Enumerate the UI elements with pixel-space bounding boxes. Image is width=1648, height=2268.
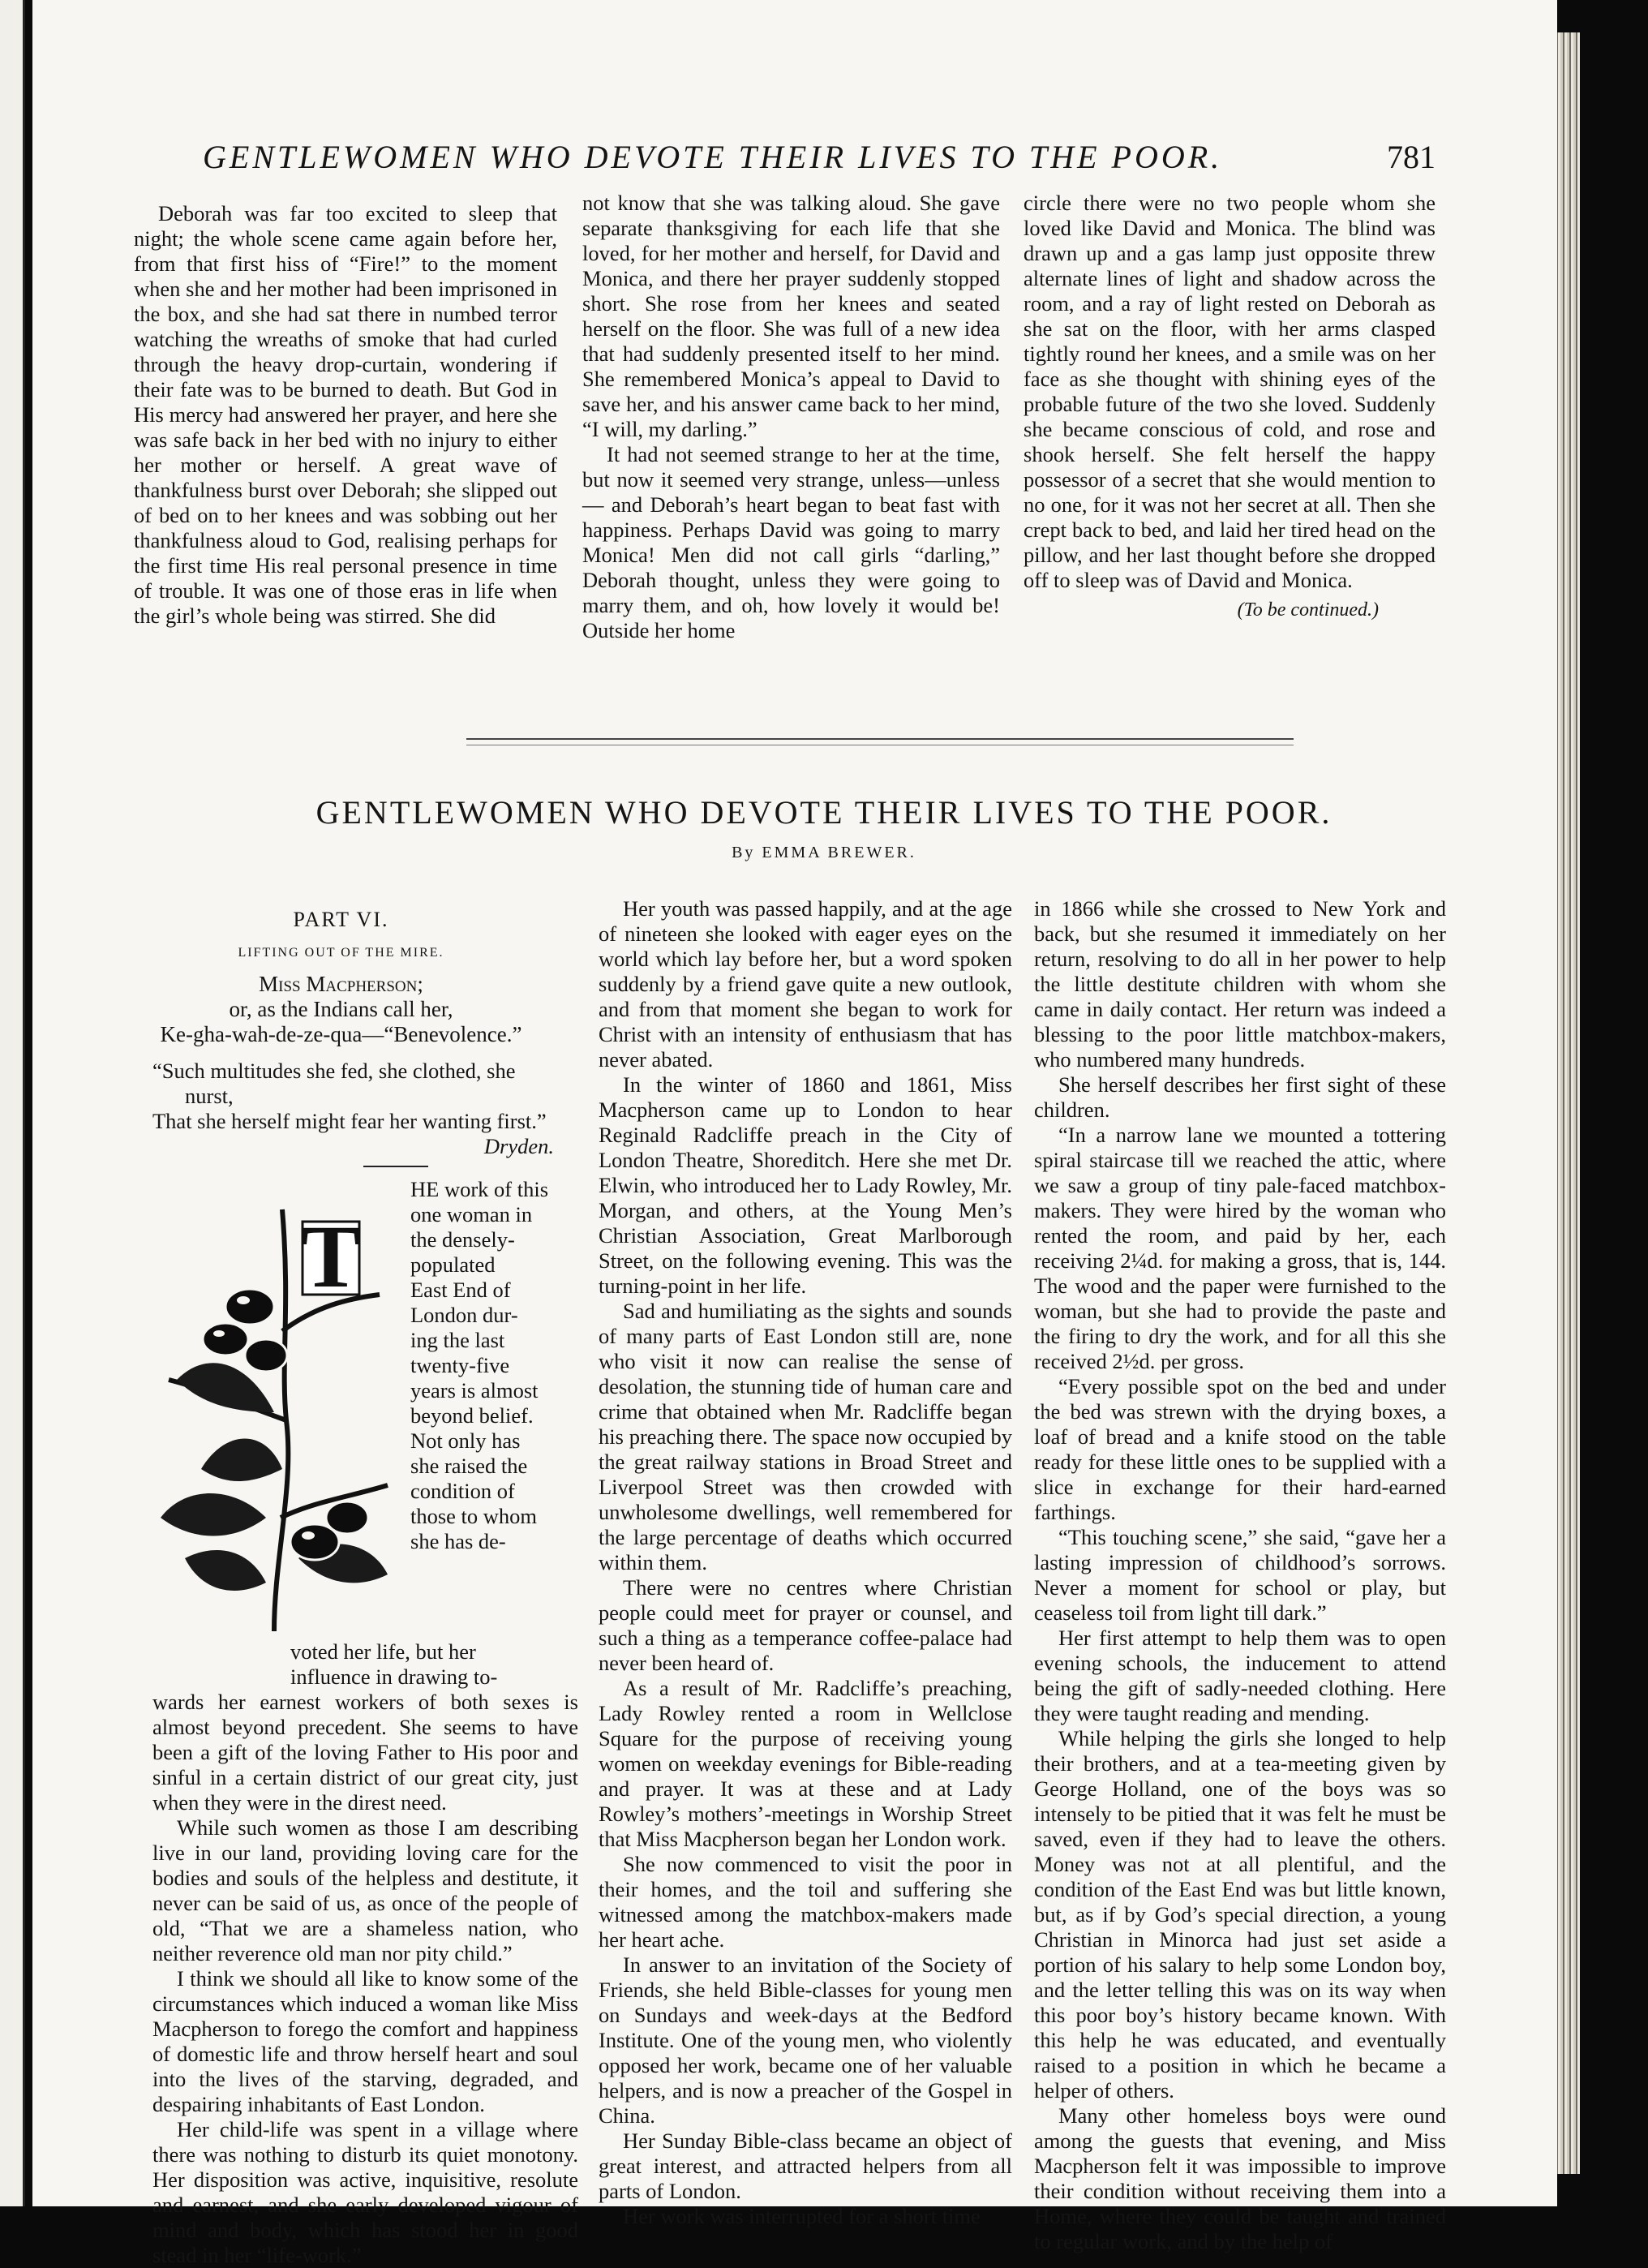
paragraph: In the winter of 1860 and 1861, Miss Macpherson came up to London to hear Reginald Radcliffe preach in the City of London Theatre, Shoreditch. Here she met Dr. Elwin, who introduced her to Lady Rowley, Mr. Morgan, and others, at the Young Men’s Christian Association, Great Marlborough Street, on the following evening. This was the turning-point in her life. <box>599 1072 1012 1298</box>
wrap-line: HE work of this <box>410 1177 549 1201</box>
epigraph-line: nurst, <box>185 1084 234 1108</box>
article-column-2 <box>599 896 1012 2229</box>
page-number: 781 <box>1387 139 1436 175</box>
top-column-3 <box>1024 191 1436 623</box>
wrap-line: influence in drawing to- <box>290 1664 498 1689</box>
wrap-line: London dur- <box>410 1303 518 1327</box>
olive-branch-illustration <box>152 1177 396 1639</box>
paragraph: It had not seemed strange to her at the time, but now it seemed very strange, unless—unless — and Deborah’s heart began to beat fast with happiness. Perhaps David was going to marry Monica! Men did not call girls “darling,” Deborah thought, unless they were going to marry them, and oh, how lovely it would be! Outside her home <box>582 442 1000 642</box>
paragraph: Her youth was passed happily, and at the age of nineteen she looked with eager eyes on the world which lay before her, but a word spoken suddenly by a friend gave quite a new outlook, and from that moment she began to work for Christ with an intensity of enthusiasm that has never abated. <box>599 896 1012 1072</box>
subject-name-line: or, as the Indians call her, <box>229 997 453 1021</box>
wrap-line: voted her life, but her <box>290 1639 476 1664</box>
illustration-block <box>152 1177 578 1639</box>
paragraph: Her Sunday Bible-class became an object of great interest, and attracted helpers from all parts of London. <box>599 2128 1012 2203</box>
article-column-1 <box>152 907 578 2268</box>
wrap-line: she has de- <box>410 1529 506 1553</box>
epigraph-attribution: Dryden. <box>483 1134 554 1158</box>
epigraph-line: “Such multitudes she fed, she clothed, she <box>152 1059 516 1083</box>
wrap-line: beyond belief. <box>410 1403 534 1428</box>
paragraph: Many other homeless boys were ound among the guests that evening, and Miss Macpherson felt it was impossible to improve their condition without receiving them into a Home, where they could be taught and trained to regular work, and by the help of <box>1034 2103 1446 2253</box>
paragraph: While such women as those I am describing live in our land, providing loving care for the bodies and souls of the helpless and destitute, it never can be said of us, as once of the people of old, “That we are a shameless nation, who neither reverence old man nor pity child.” <box>152 1815 578 1965</box>
paragraph: wards her earnest workers of both sexes is almost beyond precedent. She seems to have been a gift of the loving Father to His poor and sinful in a certain district of our great city, just when they were in the direst need. <box>152 1690 578 1815</box>
subject-name-line: Ke-gha-wah-de-ze-qua—“Benevolence.” <box>160 1022 522 1046</box>
epigraph <box>152 1059 578 1159</box>
paragraph: “Every possible spot on the bed and under the bed was strewn with the drying boxes, a loaf of bread and a knife stood on the table ready for these little ones to be supplied with a slice in exchange for their hard-earned farthings. <box>1034 1374 1446 1524</box>
paragraph: “In a narrow lane we mounted a tottering spiral staircase till we reached the attic, where we saw a group of tiny pale-faced matchbox-makers. They were hired by the woman who rented the room, and paid by her, each receiving 2¼d. for making a gross, that is, 144. The wood and the paper were furnished to the woman, but she had to provide the paste and the firing to dry the work, and for all this she received 2½d. per gross. <box>1034 1123 1446 1373</box>
top-column-2 <box>582 191 1000 643</box>
byline: By EMMA BREWER. <box>732 844 916 861</box>
paragraph: I think we should all like to know some of the circumstances which induced a woman like Miss Macpherson to forego the comfort and happiness of domestic life and throw herself heart and soul into the lives of the starving, degraded, and despairing inhabitants of East London. <box>152 1966 578 2116</box>
running-head <box>203 138 1436 176</box>
wrap-line: ing the last <box>410 1328 505 1352</box>
paragraph: She herself describes her first sight of these children. <box>1034 1072 1446 1122</box>
paragraph: Her work was interrupted for a short time <box>623 2204 981 2228</box>
paragraph: “This touching scene,” she said, “gave her a lasting impression of childhood’s sorrows. Never a moment for school or play, but ceaseless toil from light till dark.” <box>1034 1525 1446 1625</box>
paragraph: not know that she was talking aloud. She gave separate thanksgiving for each life that she loved, for her mother and herself, for David and Monica, and there her prayer suddenly stopped short. She rose from her knees and seated herself on the floor. She was full of a new idea that had suddenly presented itself to her mind. She remembered Monica’s appeal to David to save her, and his answer came back to her mind, “I will, my darling.” <box>582 191 1000 441</box>
paragraph: Deborah was far too excited to sleep that night; the whole scene came again before her, from that first hiss of “Fire!” to the moment when she and her mother had been imprisoned in the box, and she had sat there in numbed terror watching the wreaths of smoke that had curled through the heavy drop-curtain, wondering if their fate was to be burned to death. But God in His mercy had answered her prayer, and here she was safe back in her bed with no injury to either her mother or herself. A great wave of thankfulness burst over Deborah; she slipped out of bed on to her knees and was sobbing out her thankfulness aloud to God, realising perhaps for the first time His real personal presence in time of trouble. It was one of those eras in life when the girl’s whole being was stirred. She did <box>134 201 557 628</box>
wrap-line: twenty-five <box>410 1353 510 1377</box>
epigraph-line: That she herself might fear her wanting first.” <box>152 1109 547 1133</box>
subject-name: Miss Macpherson; <box>259 972 423 996</box>
wrap-line: condition of <box>410 1479 515 1503</box>
paragraph: In answer to an invitation of the Society of Friends, she held Bible-classes for young men on Sundays and week-days at the Bedford Institute. One of the young men, who violently opposed her work, became one of her valuable helpers, and is now a preacher of the Gospel in China. <box>599 1952 1012 2128</box>
short-rule <box>363 1166 428 1167</box>
drop-cap: T <box>301 1207 361 1306</box>
paragraph: As a result of Mr. Radcliffe’s preaching, Lady Rowley rented a room in Wellclose Square for the purpose of receiving young women on weekday evenings for Bible-reading and prayer. It was at these and at Lady Rowley’s mothers’-meetings in Worship Street that Miss Macpherson began her London work. <box>599 1676 1012 1851</box>
wrap-line: Not only has <box>410 1428 521 1453</box>
wrap-line: East End of <box>410 1278 511 1302</box>
wrapped-opening <box>410 1177 578 1554</box>
paragraph: There were no centres where Christian people could meet for prayer or counsel, and such a thing as a temperance coffee-palace had never been heard of. <box>599 1575 1012 1675</box>
section-subtitle: LIFTING OUT OF THE MIRE. <box>238 946 444 960</box>
paragraph: Her first attempt to help them was to open evening schools, the inducement to attend being the gift of sadly-needed clothing. Here they were taught reading and mending. <box>1034 1626 1446 1725</box>
wrap-line: she raised the <box>410 1454 528 1478</box>
paragraph: She now commenced to visit the poor in their homes, and the toil and suffering she witnessed among the matchbox-makers made her heart ache. <box>599 1852 1012 1952</box>
paragraph: Sad and humiliating as the sights and sounds of many parts of East London still are, none who visit it now can realise the sense of desolation, the stunning tide of human care and crime that obtained when Mr. Radcliffe began his preaching there. The space now occupied by the great railway stations in Broad Street and Liverpool Street was then crowded with unwholesome dwellings, well remembered for the large percentage of deaths which occurred within them. <box>599 1299 1012 1574</box>
paragraph: circle there were no two people whom she loved like David and Monica. The blind was drawn up and a gas lamp just opposite threw alternate lines of light and shadow across the room, and a ray of light rested on Deborah as she sat on the floor, with her arms clasped tightly round her knees, and a smile was on her face as she thought with shining eyes of the probable future of the two she loved. Suddenly she became conscious of cold, and rose and shook herself. She felt herself the happy possessor of a secret that she would mention to no one, for it was not her secret at all. Then she crept back to bed, and laid her tired head on the pillow, and her last thought before she dropped off to sleep was of David and Monica. <box>1024 191 1436 592</box>
wrap-line: those to whom <box>410 1504 538 1528</box>
facing-page-edge <box>0 0 25 2206</box>
paragraph: While helping the girls she longed to help their brothers, and at a tea-meeting given by George Holland, one of the boys was so intensely to be pitied that it was felt he must be saved, even if they had to leave the others. Money was not at all plentiful, and the condition of the East End was but little known, but, as if by God’s special direction, a young Christian in Minorca had just set aside a portion of his salary to help some London boy, and the letter telling this was on its way when this poor boy’s history became known. With this help he was educated, and eventually raised to a position in which he became a helper of others. <box>1034 1726 1446 2103</box>
section-divider <box>466 738 1294 745</box>
wrap-line: years is almost <box>410 1378 539 1402</box>
running-title: GENTLEWOMEN WHO DEVOTE THEIR LIVES TO THE POOR. <box>203 139 1223 175</box>
part-heading: PART VI. <box>293 908 389 931</box>
wrap-line: populated <box>410 1252 496 1277</box>
to-be-continued: (To be continued.) <box>1237 599 1379 621</box>
wrap-line: one woman in <box>410 1202 533 1226</box>
article-column-3 <box>1034 896 1446 2254</box>
top-column-1 <box>134 201 557 629</box>
paragraph: in 1866 while she crossed to New York and back, but she resumed it immediately on her return, resolving to do all in her power to help the little destitute children with whom she came in daily contact. Her return was indeed a blessing to the poor little matchbox-makers, who numbered many hundreds. <box>1034 896 1446 1072</box>
article-title: GENTLEWOMEN WHO DEVOTE THEIR LIVES TO THE POOR. <box>315 794 1333 831</box>
wrap-line: the densely- <box>410 1227 515 1252</box>
paragraph: Her child-life was spent in a village where there was nothing to disturb its quiet monotony. Her disposition was active, inquisitive, resolute and earnest, and she early developed vigour of mind and body, which has stood her in good stead in her “life-work.” <box>152 2117 578 2267</box>
